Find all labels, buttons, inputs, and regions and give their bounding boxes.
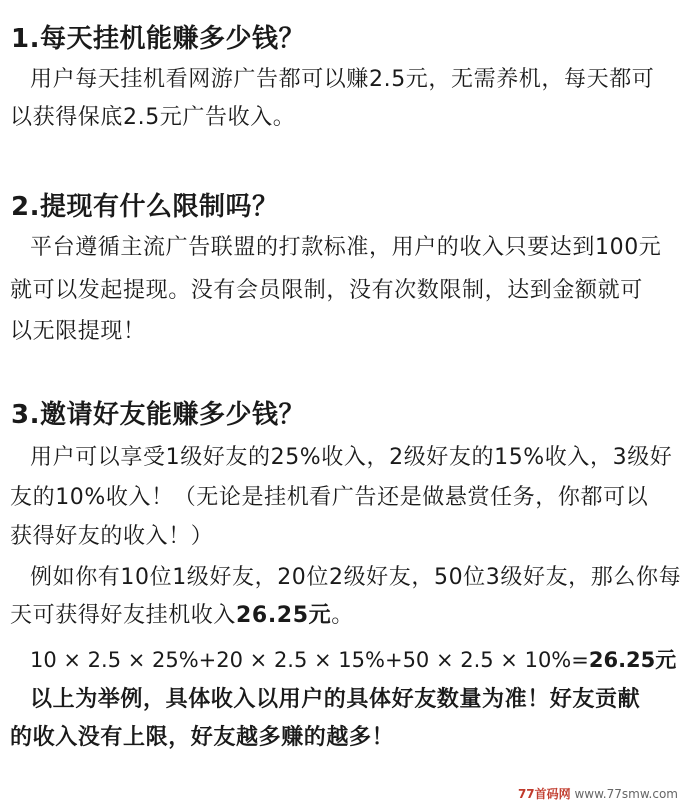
question-1-heading: 1.每天挂机能赚多少钱？ xyxy=(11,24,305,54)
example-line-2-end: 。 xyxy=(331,603,354,628)
answer-3-line-1: 用户可以享受1级好友的25%收入，2级好友的15%收入，3级好 xyxy=(30,445,673,470)
formula-expression: 10 × 2.5 × 25%+20 × 2.5 × 15%+50 × 2.5 × 10%= xyxy=(30,648,589,672)
example-line-2 xyxy=(10,597,674,635)
answer-1-line-2: 以获得保底2.5元广告收入。 xyxy=(10,105,296,130)
formula-result: 26.25元 xyxy=(588,648,677,672)
question-2-heading: 2.提现有什么限制吗？ xyxy=(11,192,279,222)
answer-2-line-2: 就可以发起提现。没有会员限制，没有次数限制，达到金额就可 xyxy=(10,278,643,303)
example-amount: 26.25元 xyxy=(236,603,332,628)
formula-line xyxy=(30,641,676,679)
answer-2-line-3: 以无限提现！ xyxy=(10,319,146,344)
answer-1-line-1: 用户每天挂机看网游广告都可以赚2.5元，无需养机，每天都可 xyxy=(30,67,655,92)
watermark-url: www.77smw.com xyxy=(574,787,678,801)
answer-3-line-3: 获得好友的收入！） xyxy=(10,524,214,549)
example-line-1: 例如你有10位1级好友，20位2级好友，50位3级好友，那么你每 xyxy=(30,565,682,590)
conclusion-line-1: 以上为举例，具体收入以用户的具体好友数量为准！好友贡献 xyxy=(30,687,641,712)
answer-2-line-1: 平台遵循主流广告联盟的打款标准，用户的收入只要达到100元 xyxy=(30,235,662,260)
conclusion-line-2: 的收入没有上限，好友越多赚的越多！ xyxy=(10,725,395,750)
watermark xyxy=(518,785,678,802)
watermark-brand: 77首码网 xyxy=(517,787,571,801)
question-3-heading: 3.邀请好友能赚多少钱？ xyxy=(11,400,305,430)
example-line-2-text: 天可获得好友挂机收入 xyxy=(10,603,237,628)
answer-3-line-2: 友的10%收入！（无论是挂机看广告还是做悬赏任务，你都可以 xyxy=(10,485,649,510)
